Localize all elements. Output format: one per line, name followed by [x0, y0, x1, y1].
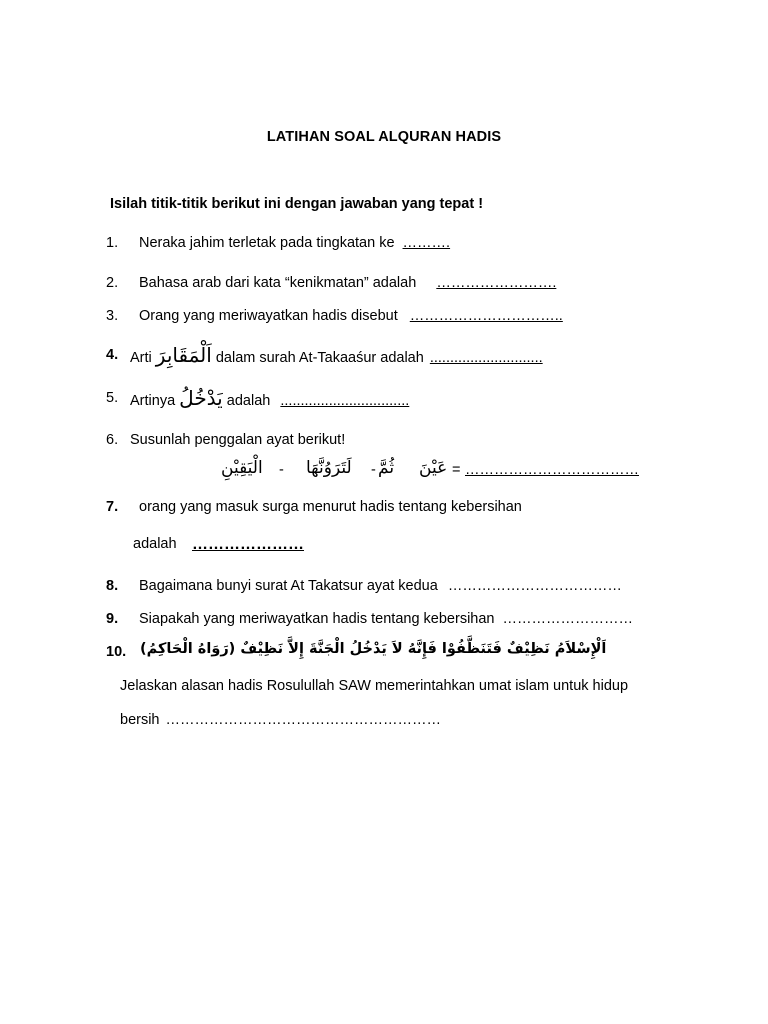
- question-text: orang yang masuk surga menurut hadis tentang kebersihan: [139, 499, 522, 515]
- question-text: Neraka jahim terletak pada tingkatan ke: [139, 235, 395, 251]
- answer-blank[interactable]: …………………….: [436, 275, 557, 291]
- page-title: LATIHAN SOAL ALQURAN HADIS: [266, 129, 502, 145]
- answer-blank[interactable]: ………………………………: [447, 578, 622, 594]
- answer-blank[interactable]: ………………………: [502, 611, 634, 627]
- question-text: bersih: [120, 712, 160, 728]
- equals-sign: =: [452, 462, 461, 478]
- arabic-word: اَلْمَقَابِرَ: [155, 343, 212, 367]
- answer-blank[interactable]: …………………………………………………: [165, 712, 442, 728]
- question-number: 3.: [106, 308, 119, 324]
- hadith-arabic: اَلْإِسْلاَمُ نَظِيْفٌ فَتَنَظَّفُوْا فَإِنَّهُ لاَ يَدْخُلُ الْجَنَّةَ إِلاَّ نَظِيْفٌ (رَوَاهُ الْحَاكِمُ): [140, 641, 607, 657]
- arabic-word: يَدْخُلُ: [179, 386, 223, 410]
- separator: -: [279, 462, 284, 478]
- question-text: dalam surah At-Takaaśur adalah: [215, 350, 424, 366]
- answer-blank[interactable]: …………………: [192, 536, 304, 553]
- question-number: 7.: [106, 499, 119, 515]
- question-number: 10.: [106, 644, 127, 660]
- question-text: Bagaimana bunyi surat At Takatsur ayat kedua: [139, 578, 438, 594]
- arabic-word: لَتَرَوُنَّهَا: [306, 458, 352, 478]
- question-text: adalah: [133, 536, 177, 552]
- answer-blank[interactable]: ………………………………: [465, 462, 639, 478]
- arabic-word: ثُمَّ: [378, 458, 395, 478]
- answer-blank[interactable]: ................................: [280, 393, 410, 409]
- arabic-word: الْيَقِيْنِ: [221, 458, 263, 478]
- question-number: 2.: [106, 275, 119, 291]
- question-number: 6.: [106, 432, 119, 448]
- separator: -: [371, 462, 376, 478]
- answer-blank[interactable]: ……….: [402, 235, 451, 251]
- question-text: Susunlah penggalan ayat berikut!: [130, 432, 346, 448]
- question-text: Siapakah yang meriwayatkan hadis tentang kebersihan: [139, 611, 495, 627]
- answer-blank[interactable]: …………………………..: [409, 308, 563, 324]
- instruction-text: Isilah titik-titik berikut ini dengan jawaban yang tepat !: [110, 196, 484, 212]
- question-number: 1.: [106, 235, 119, 251]
- question-text: adalah: [226, 393, 271, 409]
- question-text: Jelaskan alasan hadis Rosulullah SAW memerintahkan umat islam untuk hidup: [120, 678, 629, 694]
- question-text: Bahasa arab dari kata “kenikmatan” adalah: [139, 275, 417, 291]
- answer-blank[interactable]: ............................: [429, 350, 543, 366]
- question-number: 5.: [106, 390, 119, 406]
- question-number: 8.: [106, 578, 119, 594]
- question-prefix: Artinya: [130, 393, 176, 409]
- question-number: 9.: [106, 611, 119, 627]
- arabic-word: عَيْنَ: [419, 458, 448, 478]
- question-text: Orang yang meriwayatkan hadis disebut: [139, 308, 398, 324]
- question-prefix: Arti: [130, 350, 152, 366]
- question-number: 4.: [106, 347, 119, 363]
